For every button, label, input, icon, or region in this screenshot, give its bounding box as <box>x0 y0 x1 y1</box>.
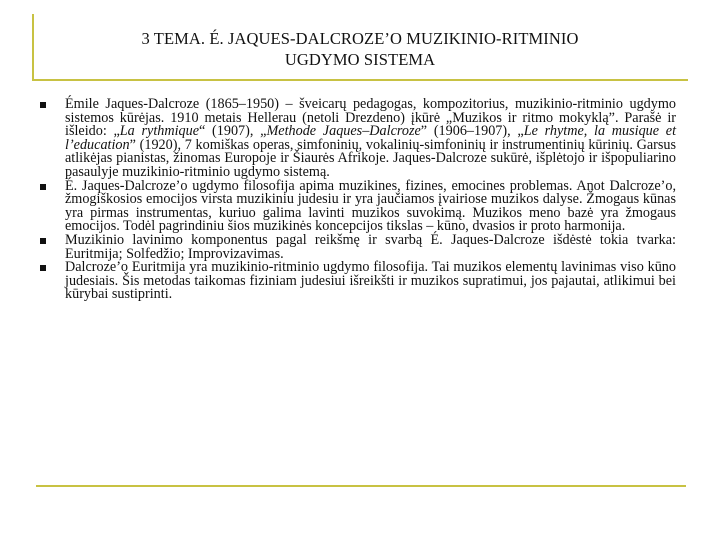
accent-top-rule <box>32 79 688 81</box>
bullet-item-philosophy <box>40 177 676 235</box>
book-title: Methode Jaques–Dalcroze <box>266 123 421 140</box>
square-bullet-icon <box>40 265 46 271</box>
slide-title <box>40 28 680 70</box>
bullet-text: Émile Jaques-Dalcroze (1865–1950) – šveicarų pedagogas, kompozitorius, muzikinio-ritminio ugdymo sistemos kūrėjas. 1910 metais Hellerau (netoli Drezdeno) įkūrė „Muzikos ir ritmo mokyklą”. Parašė ir išleido: „ <box>65 96 676 140</box>
square-bullet-icon <box>40 184 46 190</box>
slide-title-line-1: 3 TEMA. É. JAQUES-DALCROZE’O MUZIKINIO-RITMINIO <box>141 29 579 48</box>
bullet-list <box>40 98 676 302</box>
book-title: La rythmique <box>119 123 200 140</box>
book-title: Le rhytme, la musique et l’education <box>65 123 677 153</box>
accent-bottom-rule <box>36 485 686 487</box>
slide-title-line-2: UGDYMO SISTEMA <box>284 50 436 69</box>
bullet-text: É. Jaques-Dalcroze’o ugdymo filosofija apima muzikines, fizines, emocines problemas. Anot Dalcroze’o, žmogiškosios emocijos virsta muzikiniu judesiu ir yra jaučiamos įvairiose muzikos dalyse. Žmogaus kūnas yra pirmas instrumentas, kuriuo galima lavinti muzikos suvokimą. Muzikos meno bazė yra žmogaus emocijos. Todėl pagrindiniu šios muzikinės koncepcijos tikslas – kūno, dvasios ir proto harmonija. <box>65 177 676 235</box>
bullet-text: ” (1906–1907), „ <box>420 123 524 140</box>
bullet-item-biography <box>40 98 676 180</box>
bullet-text: ” (1920), 7 komiškas operas, simfoninių, vokalinių-simfoninių ir instrumentinių kūrinių. Garsus atlikėjas pianistas, žinomas Europoje ir Šiaurės Afrikoje. Jaques-Dalcroze sukūrė, išplėtojo ir išpopuliarino pasaulyje muzikinio-ritminio ugdymo sistemą. <box>65 136 676 180</box>
bullet-text: Muzikinio lavinimo komponentus pagal reikšmę ir svarbą É. Jaques-Dalcroze išdėstė tokia tvarka: Euritmija; Solfedžio; Improvizavimas. <box>65 231 676 262</box>
square-bullet-icon <box>40 102 46 108</box>
square-bullet-icon <box>40 238 46 244</box>
bullet-text: “ (1907), „ <box>199 123 267 140</box>
bullet-item-components <box>40 231 676 262</box>
accent-vertical-line <box>32 14 34 80</box>
bullet-item-eurhythmics <box>40 261 676 302</box>
bullet-text: Dalcroze’o Euritmija yra muzikinio-ritminio ugdymo filosofija. Tai muzikos elementų lavinimas viso kūno judesiais. Šis metodas taikomas fiziniam judesiui išreikšti ir muzikos supratimui, jos pajautai, atlikimui bei kūrybai sustiprinti. <box>65 259 676 303</box>
